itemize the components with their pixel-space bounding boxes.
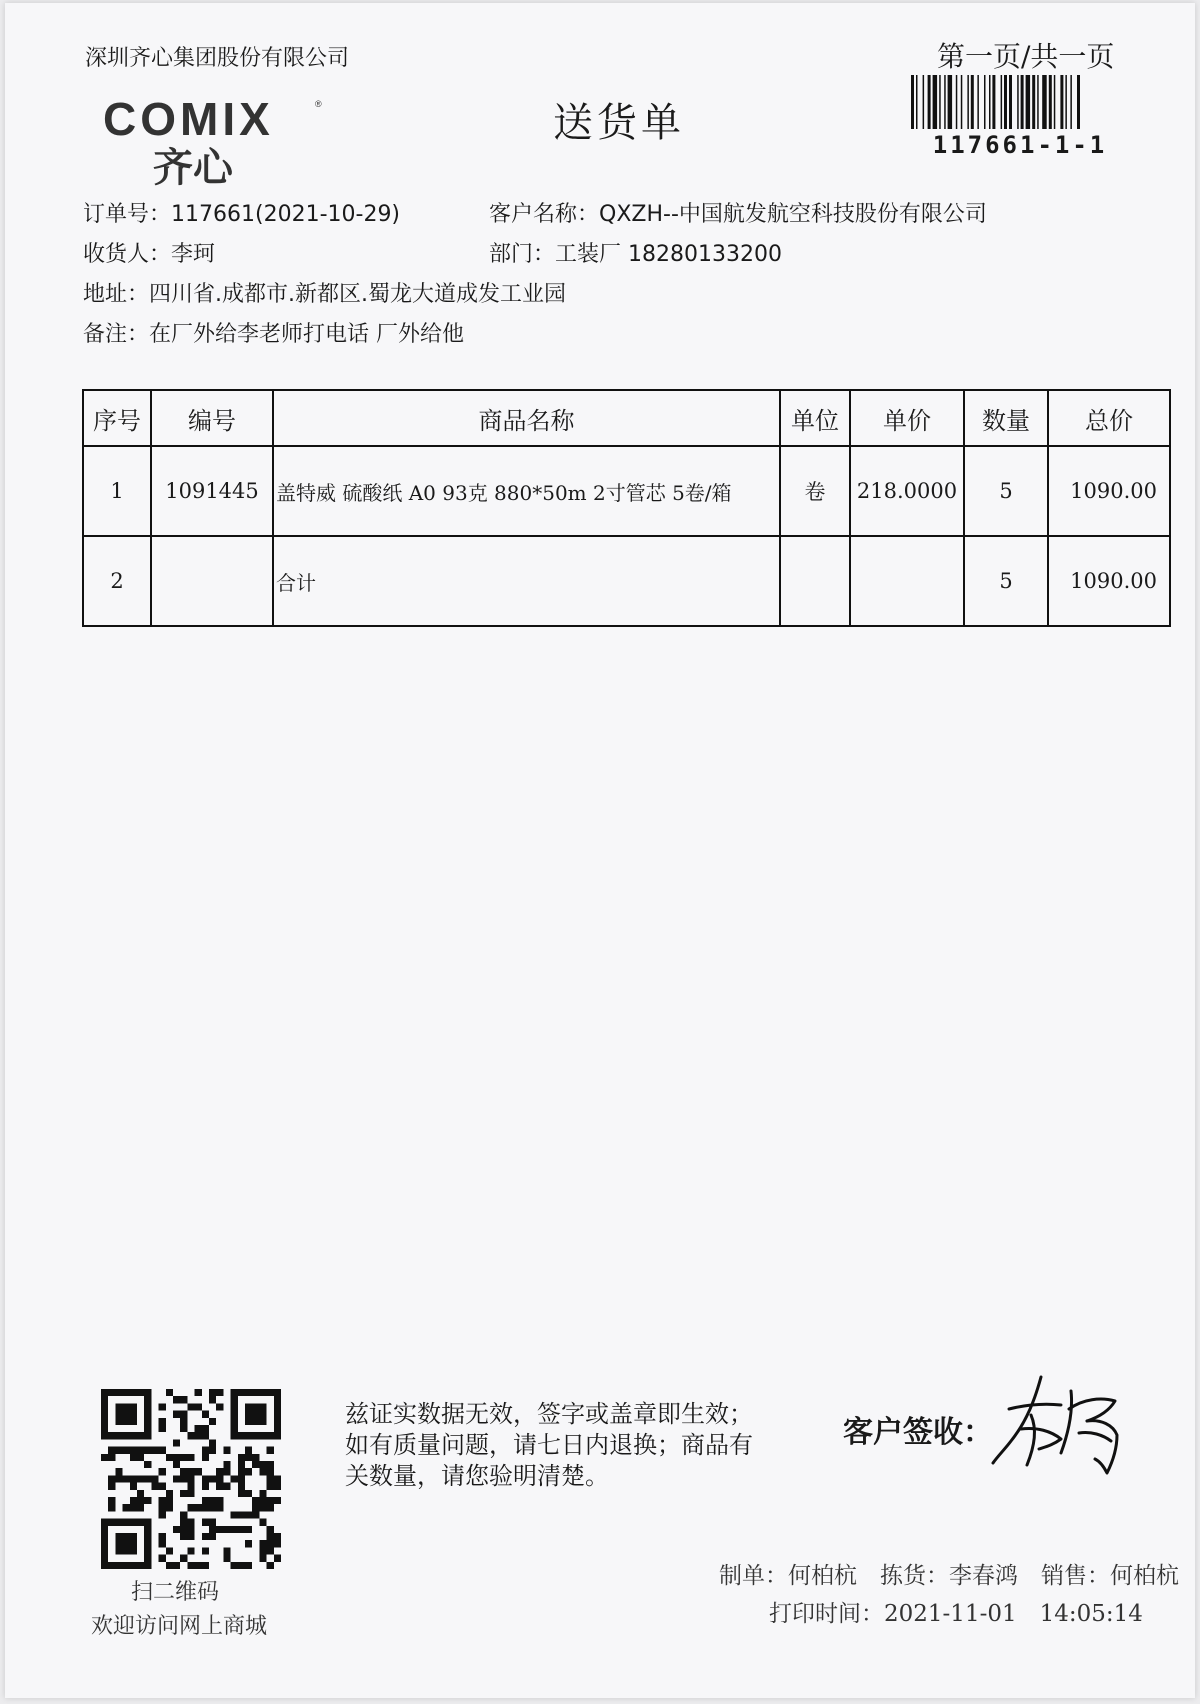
document-title: 送货单 xyxy=(553,100,685,146)
cell-seq: 2 xyxy=(83,536,151,626)
cell-quantity: 5 xyxy=(964,446,1048,536)
remark-value: 在厂外给李老师打电话 厂外给他 xyxy=(149,322,465,347)
cell-unit-price: 218.0000 xyxy=(850,446,964,536)
cell-unit xyxy=(780,536,850,626)
department-label: 部门： xyxy=(489,242,556,267)
cell-product-name: 盖特威 硫酸纸 A0 93克 880*50m 2寸管芯 5卷/箱 xyxy=(273,446,780,536)
svg-text:齐心: 齐心 xyxy=(153,145,233,187)
header-total: 总价 xyxy=(1048,390,1170,446)
department-field xyxy=(489,237,782,268)
header-quantity: 数量 xyxy=(964,390,1048,446)
address-value: 四川省.成都市.新都区.蜀龙大道成发工业园 xyxy=(149,282,566,307)
svg-text:COMIX: COMIX xyxy=(103,95,274,145)
cell-total: 1090.00 xyxy=(1048,446,1170,536)
comix-logo xyxy=(103,95,333,187)
customer-field xyxy=(489,197,987,228)
customer-label: 客户名称： xyxy=(489,202,600,227)
header-unit-price: 单价 xyxy=(850,390,964,446)
cell-unit: 卷 xyxy=(780,446,850,536)
receiver-field xyxy=(83,237,215,268)
print-time: 打印时间：2021-11-01 14:05:14 xyxy=(769,1601,1143,1627)
qr-code[interactable] xyxy=(101,1389,281,1569)
svg-text:®: ® xyxy=(315,99,322,109)
address-label: 地址： xyxy=(83,282,150,307)
cell-quantity: 5 xyxy=(964,536,1048,626)
header-product-name: 商品名称 xyxy=(273,390,780,446)
table-row xyxy=(83,446,1170,536)
receiver-label: 收货人： xyxy=(83,242,172,267)
department-value: 工装厂 18280133200 xyxy=(555,242,782,267)
handwritten-signature xyxy=(991,1369,1131,1481)
delivery-note-page xyxy=(5,3,1195,1698)
cell-code: 1091445 xyxy=(151,446,273,536)
cell-product-name: 合计 xyxy=(273,536,780,626)
barcode-number: 117661-1-1 xyxy=(932,131,1108,159)
order-number-field xyxy=(83,197,400,228)
header-seq: 序号 xyxy=(83,390,151,446)
company-name: 深圳齐心集团股份有限公司 xyxy=(85,46,350,71)
qr-caption-scan: 扫二维码 xyxy=(131,1580,220,1605)
cell-total: 1090.00 xyxy=(1048,536,1170,626)
address-field xyxy=(83,277,566,308)
order-number-value: 117661(2021-10-29) xyxy=(171,202,401,227)
table-row xyxy=(83,536,1170,626)
header-code: 编号 xyxy=(151,390,273,446)
customer-value: QXZH--中国航发航空科技股份有限公司 xyxy=(599,202,987,227)
receiver-value: 李珂 xyxy=(171,242,216,267)
items-table xyxy=(82,389,1171,627)
qr-caption-mall: 欢迎访问网上商城 xyxy=(91,1614,268,1639)
cell-code xyxy=(151,536,273,626)
page-indicator: 第一页/共一页 xyxy=(937,40,1115,73)
table-header-row xyxy=(83,390,1170,446)
header-unit: 单位 xyxy=(780,390,850,446)
remark-label: 备注： xyxy=(83,322,150,347)
customer-signature-label: 客户签收： xyxy=(843,1415,993,1450)
remark-field xyxy=(83,317,464,348)
order-number-label: 订单号： xyxy=(83,202,172,227)
cell-unit-price xyxy=(850,536,964,626)
staff-info: 制单：何柏杭 拣货：李春鸿 销售：何柏杭 xyxy=(719,1563,1179,1589)
cell-seq: 1 xyxy=(83,446,151,536)
barcode xyxy=(911,75,1129,129)
validity-notice: 兹证实数据无效，签字或盖章即生效；如有质量问题，请七日内退换；商品有关数量，请您验明清楚。 xyxy=(345,1400,753,1490)
